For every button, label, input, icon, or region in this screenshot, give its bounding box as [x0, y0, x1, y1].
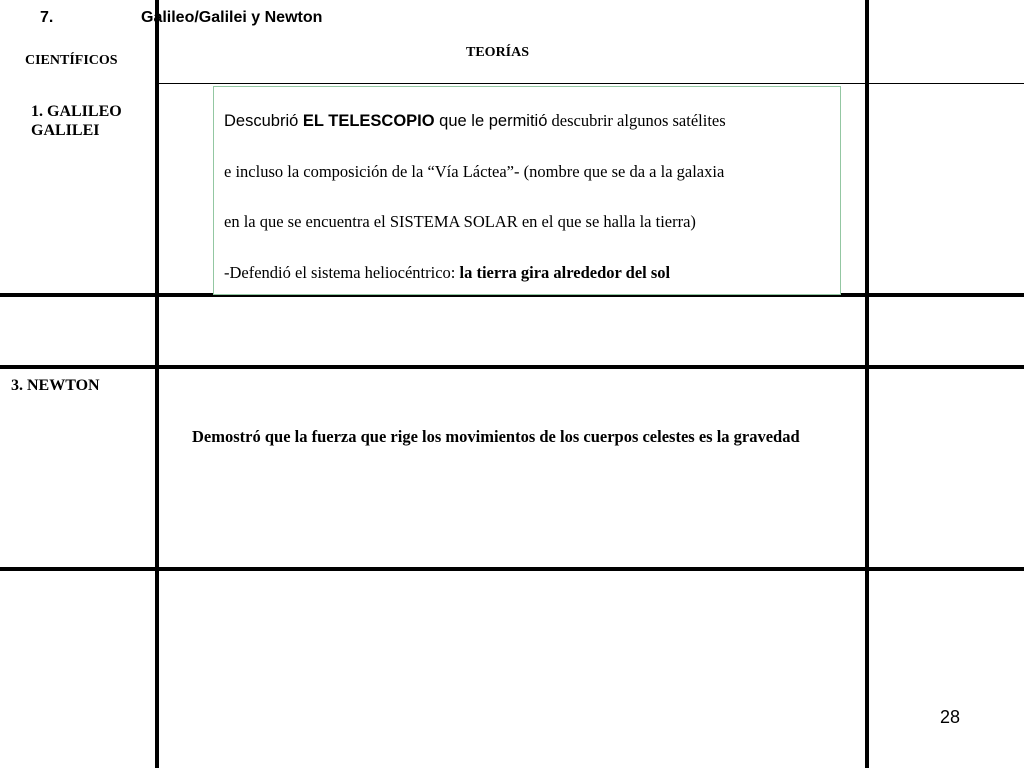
scientist-galileo-label: 1. GALILEO GALILEI: [31, 103, 122, 139]
table-header-rule: [157, 83, 1024, 84]
galileo-theory-line-4: [224, 263, 836, 283]
table-column-divider-right: [865, 0, 869, 768]
galileo-theory-text: -Defendió el sistema heliocéntrico:: [224, 263, 460, 282]
galileo-theory-text: que le permitió: [434, 112, 548, 130]
galileo-theory-line-1: [224, 111, 836, 131]
slide-section-number: 7.: [40, 9, 54, 26]
table-row-divider-2: [0, 365, 1024, 369]
slide-title: Galileo/Galilei y Newton: [141, 9, 323, 26]
galileo-theory-line-2: e incluso la composición de la “Vía Láctea”- (nombre que se da a la galaxia: [224, 162, 725, 181]
column-header-scientists: CIENTÍFICOS: [25, 53, 118, 68]
column-header-theories: TEORÍAS: [466, 45, 530, 60]
page-number: 28: [940, 707, 961, 727]
heliocentric-highlight: la tierra gira alrededor del sol: [459, 263, 671, 282]
scientist-newton-label: 3. NEWTON: [11, 377, 100, 394]
newton-theory-text: Demostró que la fuerza que rige los movimientos de los cuerpos celestes es la gravedad: [192, 427, 800, 446]
table-row-divider-3: [0, 567, 1024, 571]
galileo-theory-text: Descubrió: [224, 112, 303, 130]
galileo-theory-box: [213, 86, 841, 295]
table-column-divider-left: [155, 0, 159, 768]
galileo-theory-line-3: en la que se encuentra el SISTEMA SOLAR en el que se halla la tierra): [224, 212, 696, 231]
galileo-theory-text: descubrir algunos satélites: [547, 111, 726, 130]
telescope-highlight: EL TELESCOPIO: [302, 112, 435, 130]
